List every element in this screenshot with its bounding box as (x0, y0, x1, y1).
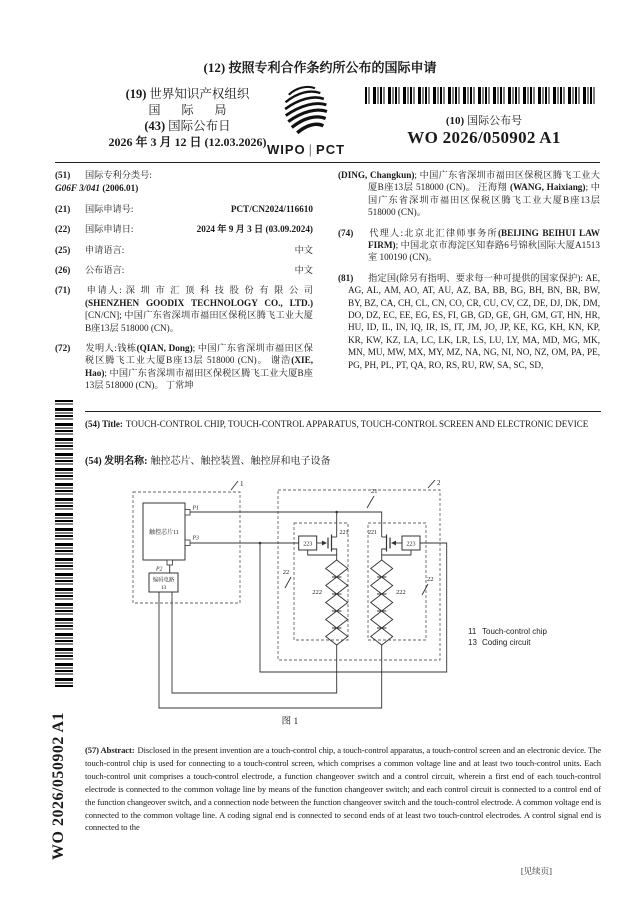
title-english (85, 418, 601, 431)
field-row (55, 244, 313, 256)
pub-number-block (378, 114, 590, 145)
pub-date-value: 2026 年 3 月 12 日 (12.03.2026) (108, 135, 267, 149)
side-barcode (55, 400, 73, 688)
field-text: 代理人:北京北汇律师事务所 (368, 227, 498, 238)
ref-label-1: 1 (240, 480, 244, 488)
abstract-label: (57) Abstract: (85, 745, 135, 755)
port-label-p3: P3 (192, 535, 199, 542)
org-block (90, 86, 285, 150)
legend-number: 13 (468, 638, 477, 647)
field-number: (21) (55, 203, 71, 214)
title-en-text: TOUCH-CONTROL CHIP, TOUCH-CONTROL APPARATUS, TOUCH-CONTROL SCREEN AND ELECTRONIC DEVICE (125, 419, 589, 429)
field-text: 发明人:钱栋 (85, 343, 137, 354)
port-p1 (185, 510, 190, 516)
field-row (55, 264, 313, 276)
field-number: (19) (125, 87, 147, 101)
field-row (338, 272, 600, 371)
field-row (55, 182, 313, 194)
field-number: (71) (55, 285, 71, 296)
field-number: (74) (338, 227, 354, 238)
ref-tick-21 (367, 496, 374, 508)
ref-label-21: 21 (371, 488, 378, 495)
pub-number: WO 2026/050902 A1 (407, 128, 561, 147)
field-text: ; 中国广东省深圳市福田区保税区腾飞工业大厦B座13层 518000 (CN)。 (368, 182, 600, 218)
wordmark-divider: | (308, 142, 314, 157)
legend-text: Touch-control chip (482, 627, 547, 636)
ref-tick-1 (231, 481, 238, 490)
ref-label-222b: 222 (396, 589, 406, 596)
coding-circuit-number: 13 (160, 585, 167, 591)
field-number: (81) (338, 272, 354, 283)
field-number: (26) (55, 265, 71, 276)
field-text: (SHENZHEN GOODIX TECHNOLOGY CO., LTD.) (85, 297, 313, 308)
field-label: 国际申请号: (85, 203, 134, 214)
wipo-text: WIPO (266, 142, 306, 157)
abstract-text: Disclosed in the present invention are a touch-control chip, a touch-control apparatus, a touch-control screen and an electronic device. The touch-control chip is used for connecting to a touch-control screen, which comprises a common voltage line and at least two touch-control units. Each touch-control unit comprises a touch-control electrode, a function changeover switch and a control circuit, wherein a first end of each touch-control electrode is connected to the common voltage line by means of the function changeover switch; and each control circuit is connected to a control end of the function changeover switch, and a connection node between the function changeover switch and the touch-control electrode. A common voltage end is connected to the common voltage line. A coding signal end is connected to second ends of at least two touch-control electrodes. A control signal end is connected to the (85, 745, 602, 833)
port-p3 (185, 540, 190, 546)
title-en-label: (54) Title: (85, 419, 123, 429)
ref-label-2: 2 (437, 479, 441, 487)
field-text: 指定国(除另有指明、要求每一种可提供的国家保护): AE, AG, AL, AM, AO, AT, AU, AZ, BA, BB, BG, BH, BN, BR, BW, BY, BZ, CA, CH, CL, CN, CO, CR, CU, CV, CZ, DE, DJ, DK, DM, DO, DZ, EC, EE, EG, ES, FI, GB, GD, GE, GH, GM, GT, HN, HR, HU, ID, IL, IN, IQ, IR, IS, IT, JM, JO, JP, KE, KG, KH, KN, KP, KR, KW, KZ, LA, LC, LK, LR, LS, LU, LY, MA, MD, MG, MK, MN, MU, MW, MX, MY, MZ, NA, NG, NI, NO, NZ, OM, PA, PE, PG, PH, PL, PT, QA, RO, RS, RU, RW, SA, SC, SD, (348, 272, 600, 370)
pub-number-label-line (378, 114, 590, 128)
ref-tick-2 (428, 480, 435, 488)
field-value: PCT/CN2024/116610 (230, 203, 313, 214)
field-text: (XIE, Hao) (85, 355, 313, 378)
title-divider (85, 411, 601, 412)
ref-label-221b: 221 (368, 530, 377, 536)
field-text: ; 中国广东省深圳市福田区保税区腾飞工业大厦B座13层 518000 (CN)。 汪海翔 (368, 170, 600, 193)
field-text: (DING, Changkun) (338, 170, 415, 180)
ref-label-221a: 221 (339, 530, 349, 536)
field-text: (2006.01) (102, 183, 139, 194)
org-line (90, 86, 285, 102)
legend-item (468, 637, 547, 648)
wipo-logo (260, 84, 352, 157)
side-pub-number: WO 2026/050902 A1 (50, 711, 67, 860)
field-text: G06F 3/041 (55, 183, 103, 194)
org-name: 世界知识产权组织 (149, 87, 250, 101)
electrode-chain-1 (326, 560, 348, 645)
field-value: 中文 (294, 265, 313, 276)
field-row (55, 342, 313, 392)
field-text: (BEIJING BEIHUI LAW FIRM) (368, 227, 600, 251)
wipo-pct-wordmark (260, 142, 352, 157)
field-number: (10) (445, 115, 465, 127)
field-number: (22) (55, 224, 71, 235)
ref-label-22b: 22 (427, 576, 434, 583)
pub-date-label-line (90, 118, 285, 134)
screen-dashed-box (278, 490, 440, 660)
field-number: (51) (55, 170, 71, 180)
field-label: 申请语言: (85, 244, 125, 255)
pub-number-label: 国际公布号 (467, 115, 523, 127)
legend-number: 11 (468, 627, 477, 636)
electrode-chain-2 (371, 560, 393, 645)
field-text: ; 中国北京市海淀区知春路6号锦秋国际大厦A1513室 100190 (CN)。 (368, 240, 600, 263)
field-row (338, 169, 600, 219)
field-text: [CN/CN]; 中国广东省深圳市福田区保税区腾飞工业大厦B座13层 518000 (CN)。 (85, 310, 313, 333)
figure-legend (468, 626, 547, 648)
field-value: 2024 年 9 月 3 日 (03.09.2024) (196, 224, 313, 235)
junction-dots (259, 511, 396, 546)
bureau-line: 国 际 局 (148, 103, 236, 117)
switch-arrow-1 (322, 541, 327, 546)
legend-text: Coding circuit (482, 638, 531, 647)
abstract (85, 744, 601, 834)
field-number: (72) (55, 343, 71, 354)
title-zh-text: 触控芯片、触控装置、触控屏和电子设备 (150, 456, 331, 467)
pub-type-line: (12) 按照专利合作条约所公布的国际申请 (203, 60, 437, 75)
field-row (55, 203, 313, 215)
field-number: (25) (55, 244, 71, 255)
port-label-p2: P2 (156, 566, 163, 573)
barcode (365, 87, 598, 104)
figure-1 (100, 478, 460, 743)
field-text: (WANG, Haixiang) (509, 182, 586, 193)
ref-label-223b: 223 (406, 541, 416, 548)
title-zh-label: (54) 发明名称: (85, 456, 148, 467)
coding-circuit-label: 编码电路 (152, 577, 175, 584)
ref-label-22a: 22 (282, 569, 290, 576)
continued-note: [见续页] (520, 866, 552, 876)
biblio-left-column (55, 169, 313, 400)
field-label: 国际申请日: (85, 224, 134, 235)
field-row (338, 227, 600, 264)
wipo-globe-icon (276, 84, 336, 136)
field-text: ; 中国广东省深圳市福田区保税区腾飞工业大厦B座13层 518000 (CN)。 谢浩 (85, 343, 313, 366)
field-value: 中文 (294, 244, 313, 255)
legend-item (468, 626, 547, 637)
ref-label-223a: 223 (303, 541, 313, 548)
field-text: 国际专利分类号: (85, 170, 152, 180)
field-text: (QIAN, Dong) (136, 343, 193, 354)
port-label-p1: P1 (192, 505, 199, 512)
field-label: 公布语言: (85, 265, 125, 276)
biblio-right-column (338, 169, 600, 379)
field-row (55, 284, 313, 334)
field-row (55, 223, 313, 235)
ref-label-222a: 222 (312, 589, 322, 596)
port-p2 (167, 560, 173, 565)
title-chinese (85, 452, 601, 467)
field-row (55, 169, 313, 181)
ref-tick-22a (285, 577, 291, 588)
chip-label: 触控芯片11 (149, 530, 179, 536)
pub-date-label: 国际公布日 (168, 119, 231, 133)
pct-text: PCT (316, 142, 346, 157)
field-text: ; 中国广东省深圳市福田区保税区腾飞工业大厦B座13层 518000 (CN)。 丁常坤 (85, 367, 313, 391)
ref-tick-22b (422, 584, 428, 595)
header-divider (55, 162, 600, 163)
switch-arrow-2 (391, 541, 396, 546)
field-number: (43) (144, 119, 166, 133)
figure-caption: 图 1 (281, 717, 299, 727)
field-text: 申请人: 深 圳 市 汇 顶 科 技 股 份 有 限 公 司 (85, 285, 313, 296)
